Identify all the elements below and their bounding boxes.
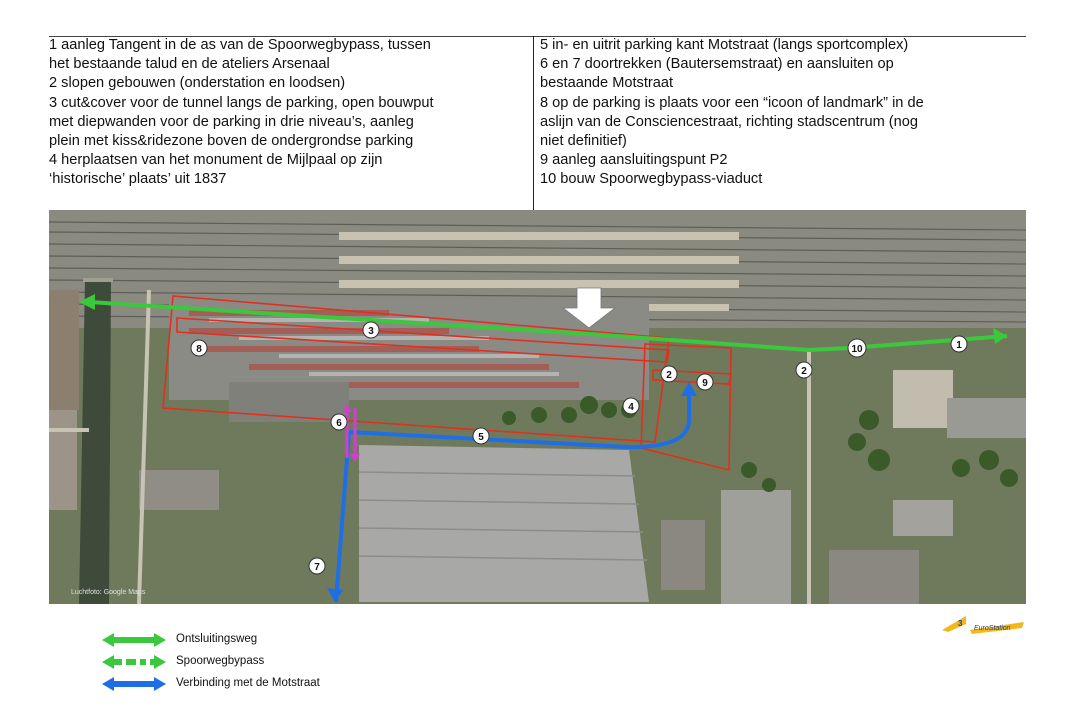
marker-3 [363,322,379,338]
svg-text:2: 2 [801,366,807,377]
svg-text:8: 8 [196,344,202,355]
svg-text:3: 3 [958,619,963,628]
note-line: 10 bouw Spoorwegbypass-viaduct [540,171,763,188]
note-line: plein met kiss&ridezone boven de ondergrondse parking [49,133,414,150]
notes-left [49,36,531,208]
svg-text:1: 1 [956,340,962,351]
note-line: 2 slopen gebouwen (onderstation en loodsen) [49,75,346,92]
svg-text:2: 2 [666,370,672,381]
marker-4 [623,398,639,414]
legend-spoorwegbypass [102,654,166,670]
aerial-map [49,210,1026,604]
svg-text:EuroStation: EuroStation [974,625,1011,632]
note-line: 5 in- en uitrit parking kant Motstraat (langs sportcomplex) [540,37,909,53]
svg-text:10: 10 [851,344,863,355]
arrow-blue-double-icon [102,676,166,692]
legend-label-ontsluitingsweg: Ontsluitingsweg [176,633,258,645]
note-line: 3 cut&cover voor de tunnel langs de parking, open bouwput [49,94,434,111]
legend-ontsluitingsweg [102,632,166,648]
map-credit: Luchtfoto: Google Maps [71,589,146,596]
marker-9 [697,374,713,390]
note-line: bestaande Motstraat [540,75,674,92]
marker-6 [331,414,347,430]
note-line: het bestaande talud en de ateliers Arsenaal [49,56,330,73]
arrow-green-dashed-icon [102,654,166,670]
note-line: 9 aanleg aansluitingspunt P2 [540,152,728,169]
svg-text:9: 9 [702,378,708,389]
note-line: met diepwanden voor de parking in drie niveau’s, aanleg [49,113,414,130]
legend-label-verbinding: Verbinding met de Motstraat [176,677,320,689]
marker-8 [191,340,207,356]
notes-right [540,36,1026,208]
marker-2 [661,366,677,382]
note-line: 6 en 7 doortrekken (Bautersemstraat) en aansluiten op [540,56,894,73]
marker-1 [951,336,967,352]
marker-10 [848,339,866,357]
svg-text:3: 3 [368,326,374,337]
note-line: ‘historische’ plaats’ uit 1837 [49,171,227,188]
note-line: 1 aanleg Tangent in de as van de Spoorwegbypass, tussen [49,37,431,53]
eurostation-logo [936,612,1028,636]
note-line: niet definitief) [540,133,627,150]
note-line: 8 op de parking is plaats voor een “icoon of landmark” in de [540,94,924,111]
svg-text:6: 6 [336,418,342,429]
marker-2b [796,362,812,378]
note-line: aslijn van de Consciencestraat, richting stadscentrum (nog [540,113,919,130]
legend-label-spoorwegbypass: Spoorwegbypass [176,655,265,667]
marker-7 [309,558,325,574]
column-divider [533,36,534,210]
arrow-green-double-icon [102,632,166,648]
note-line: 4 herplaatsen van het monument de Mijlpaal op zijn [49,152,383,169]
svg-text:4: 4 [628,402,634,413]
svg-text:5: 5 [478,432,484,443]
svg-text:7: 7 [314,562,320,573]
legend-verbinding [102,676,166,692]
marker-5 [473,428,489,444]
